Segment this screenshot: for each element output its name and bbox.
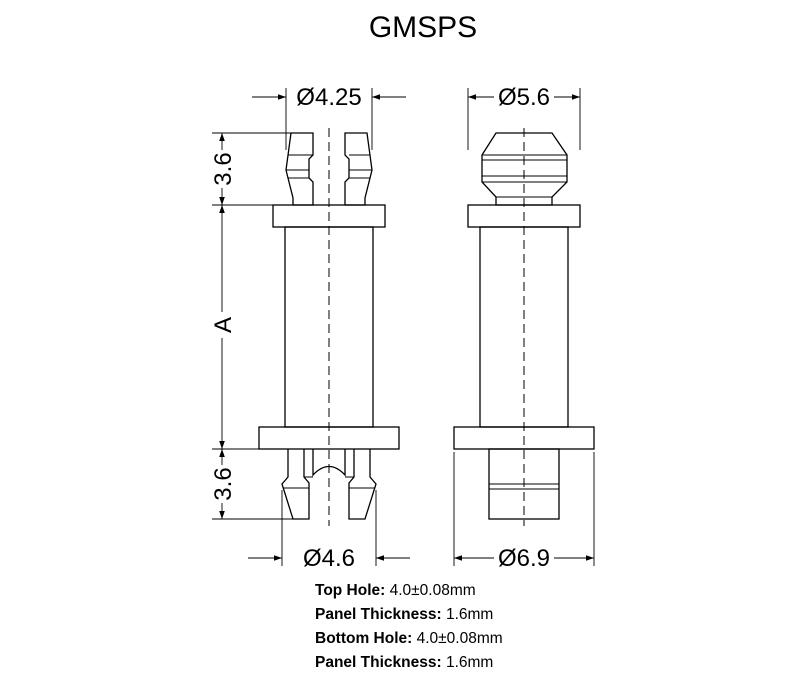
drawing-title: GMSPS xyxy=(368,11,478,44)
spec-value: 1.6mm xyxy=(445,654,494,671)
dim-label-bottom-right: Ø6.9 xyxy=(497,545,551,572)
spec-label: Top Hole: xyxy=(315,582,386,599)
dim-label-bottom-left: Ø4.6 xyxy=(302,545,356,572)
spec-label: Bottom Hole: xyxy=(315,630,413,647)
right-view xyxy=(454,128,594,526)
dim-label-bottom-height: 3.6 xyxy=(210,467,237,501)
top-right-prong xyxy=(345,133,372,205)
left-view xyxy=(259,128,399,526)
spec-row xyxy=(315,579,503,603)
spec-row xyxy=(315,651,503,675)
bottom-right-leg xyxy=(349,449,376,519)
bottom-left-leg xyxy=(282,449,309,519)
spec-value: 4.0±0.08mm xyxy=(389,582,476,599)
spec-list xyxy=(315,579,503,675)
dim-label-body-length: A xyxy=(210,316,237,334)
spec-value: 1.6mm xyxy=(445,606,494,623)
spec-label: Panel Thickness: xyxy=(315,606,442,623)
dim-label-top-height: 3.6 xyxy=(210,152,237,186)
dim-top-right-diameter xyxy=(468,82,580,150)
dim-top-left-diameter xyxy=(252,84,406,150)
dim-label-top-right: Ø5.6 xyxy=(497,84,551,111)
dim-bottom-left-diameter xyxy=(248,490,410,572)
dim-vertical-chain xyxy=(208,133,293,519)
spec-value: 4.0±0.08mm xyxy=(416,630,503,647)
spec-label: Panel Thickness: xyxy=(315,654,442,671)
dim-label-top-left: Ø4.25 xyxy=(296,84,362,111)
top-left-prong xyxy=(286,133,313,205)
spec-row xyxy=(315,627,503,651)
spec-row xyxy=(315,603,503,627)
